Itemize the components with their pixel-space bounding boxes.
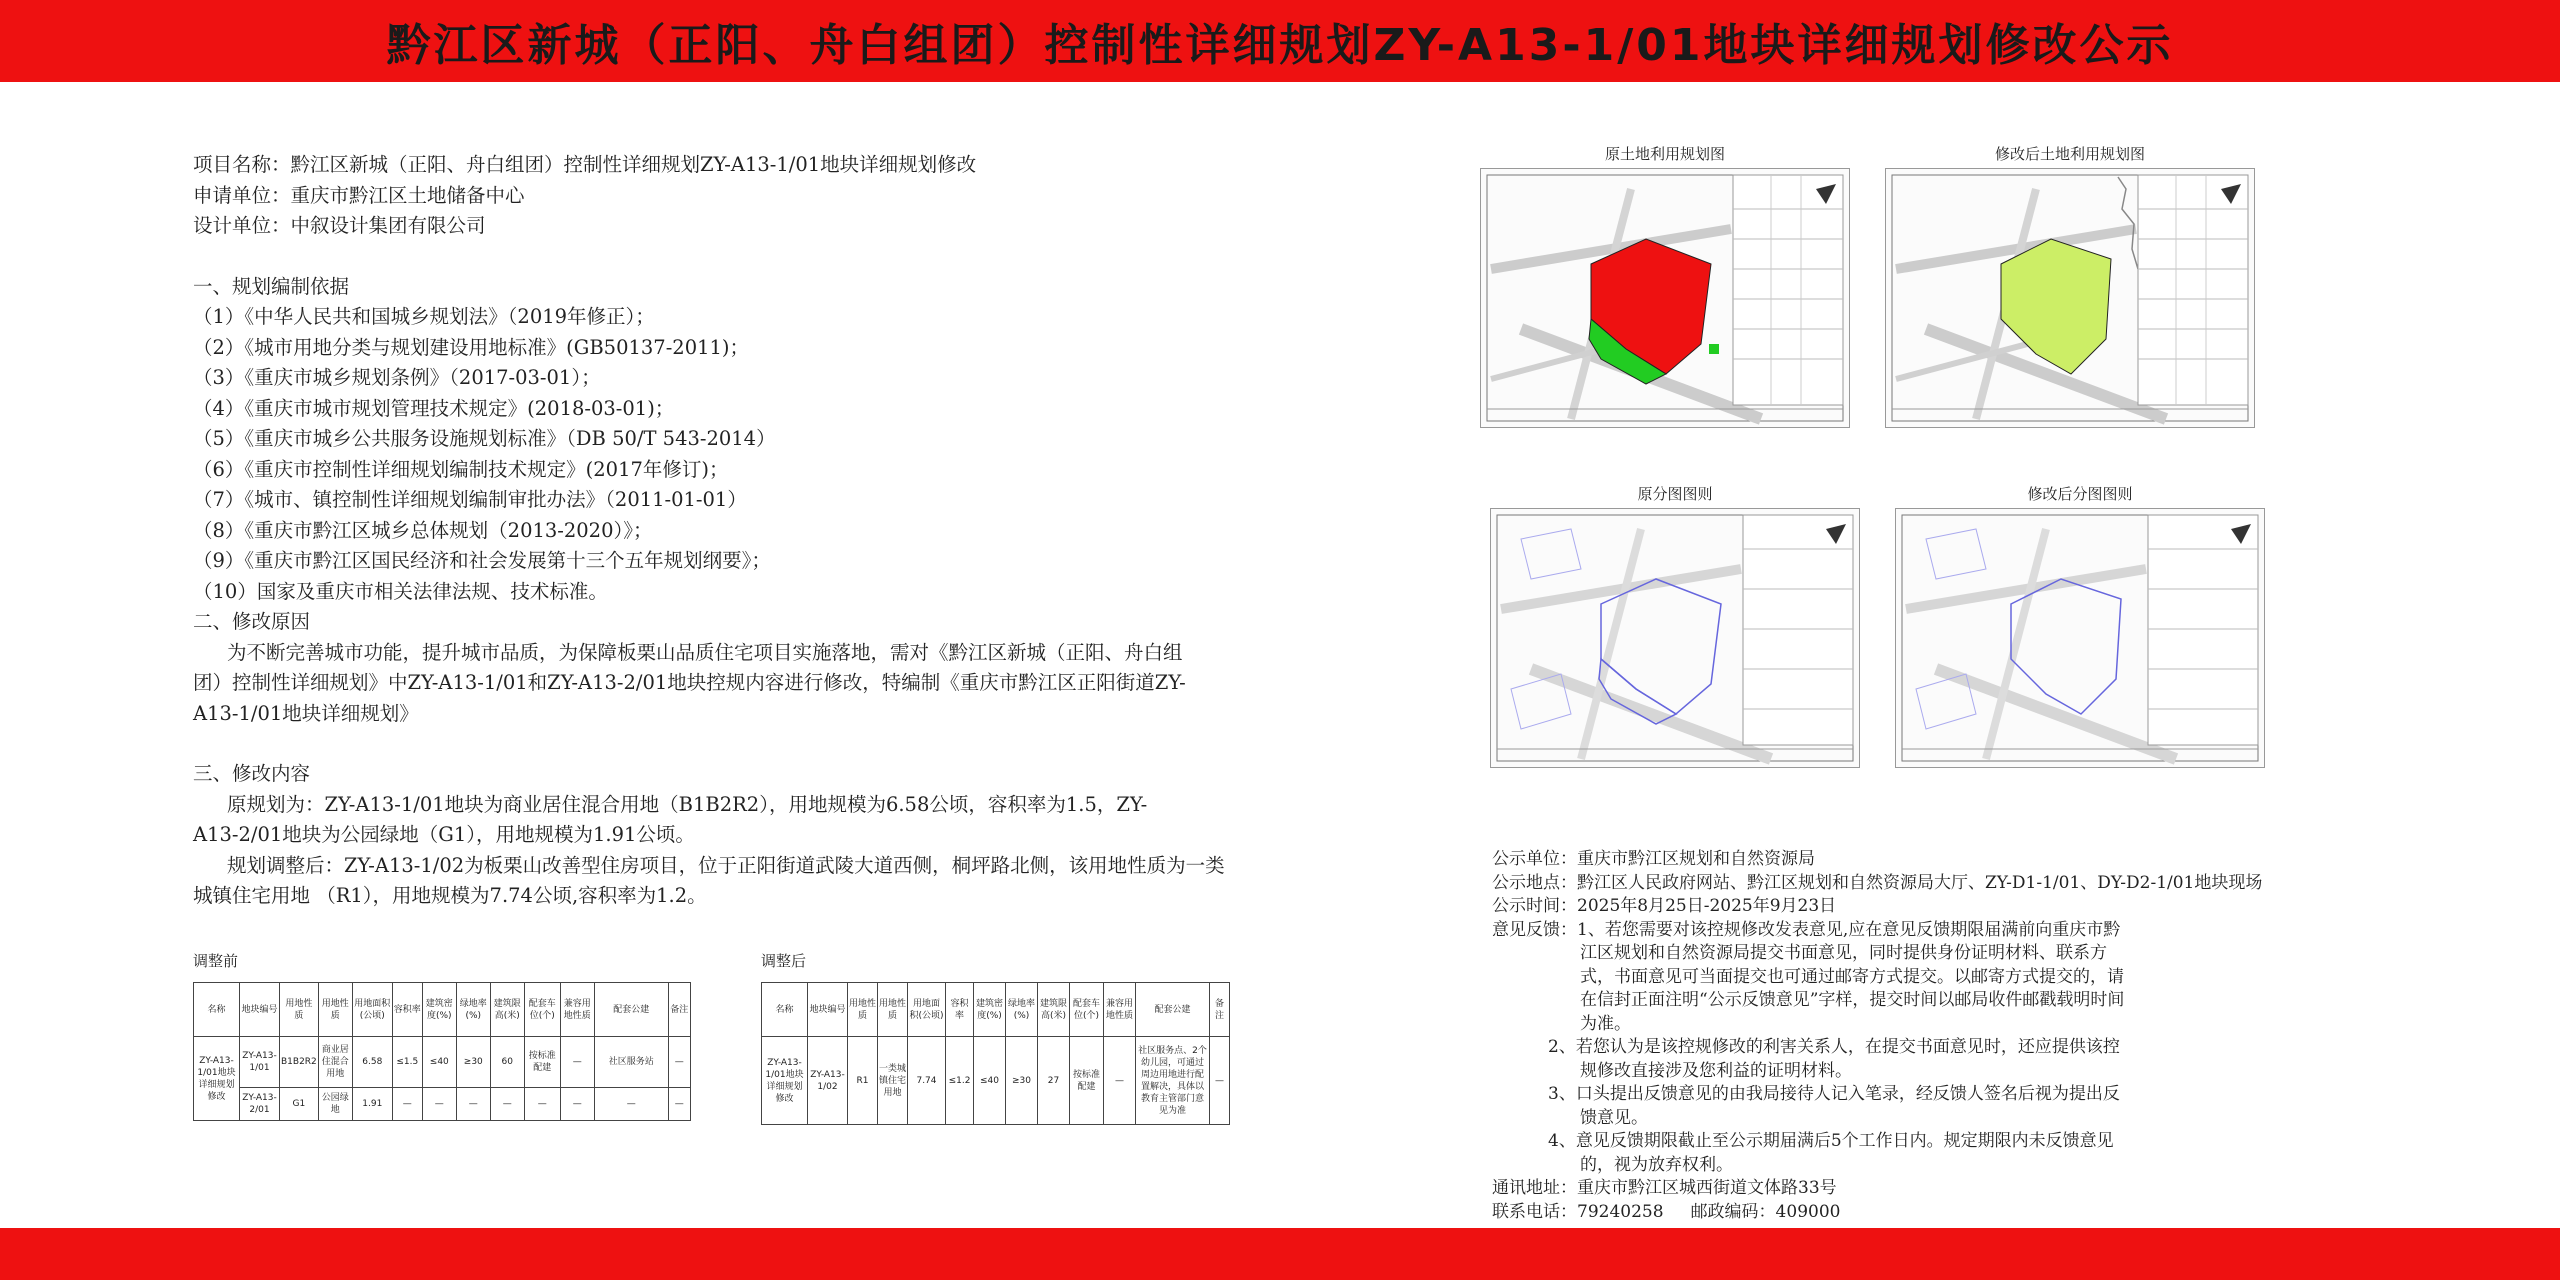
table-before (193, 982, 691, 1121)
project-applicant: 申请单位：重庆市黔江区土地储备中心 (193, 183, 525, 207)
map-frame (1895, 508, 2265, 768)
map-frame (1480, 168, 1850, 428)
notice-info (1492, 848, 2312, 1224)
notice-postcode: 邮政编码：409000 (1690, 1201, 1841, 1222)
table-header: 配套公建 (1136, 983, 1210, 1037)
table-header: 备注 (1210, 983, 1230, 1037)
reason-heading: 二、修改原因 (193, 610, 311, 633)
basis-item: （3）《重庆市城乡规划条例》（2017-03-01）； (193, 366, 601, 389)
zoning-map-graphic (1491, 509, 1859, 767)
map-title: 原分图图则 (1637, 485, 1713, 503)
feedback-first (1492, 919, 2132, 1037)
table-header: 用地性质 (280, 983, 319, 1037)
table-row: ZY-A13-1/01地块详细规划修改 ZY-A13-1/01 B1B2R2 商业居住混合用地 6.58 ≤1.5 ≤40 ≥30 60 按标准配建 — 社区服务站 — (194, 1037, 691, 1088)
notice-address: 通讯地址：重庆市黔江区城西街道文体路33号 (1492, 1178, 1837, 1198)
map-original-land-use (1480, 140, 1850, 428)
table-header: 绿地率(%) (1006, 983, 1038, 1037)
table-header: 容积率 (392, 983, 422, 1037)
map-title: 原土地利用规划图 (1604, 145, 1725, 163)
table-before-title: 调整前 (193, 952, 239, 970)
table-header: 建筑限高(米) (1038, 983, 1070, 1037)
page-title: 黔江区新城（正阳、舟白组团）控制性详细规划ZY-A13-1/01地块详细规划修改公示 (386, 20, 2174, 71)
table-header: 用地面积(公顷) (352, 983, 392, 1037)
map-panel (1480, 140, 2260, 780)
map-frame (1490, 508, 1860, 768)
map-original-zoning (1490, 480, 1860, 768)
notice-phone: 联系电话：79240258 (1492, 1201, 1664, 1222)
table-header: 地块编号 (240, 983, 280, 1037)
basis-item: （1）《中华人民共和国城乡规划法》（2019年修正）； (193, 305, 655, 328)
table-row: ZY-A13-1/01地块详细规划修改 ZY-A13-1/02 R1 一类城镇住宅用地 7.74 ≤1.2 ≤40 ≥30 27 按标准配建 — 社区服务点、2个幼儿园，可通过周边用地进行配置解决，具体以教育主管部门意见为准 — (762, 1037, 1230, 1125)
feedback-item: 1、若您需要对该控规修改发表意见,应在意见反馈期限届满前向重庆市黔江区规划和自然资源局提交书面意见，同时提供身份证明材料、联系方式，书面意见可当面提交也可通过邮寄方式提交。以邮寄方式提交的，请在信封正面注明“公示反馈意见”字样，提交时间以邮局收件邮戳载明时间为准。 (1577, 919, 2125, 1034)
map-title: 修改后分图图则 (2027, 485, 2133, 503)
notice-unit: 公示单位：重庆市黔江区规划和自然资源局 (1492, 849, 1815, 869)
table-header: 配套车位(个) (1070, 983, 1104, 1037)
content-heading: 三、修改内容 (193, 762, 311, 785)
table-header: 配套公建 (594, 983, 668, 1037)
basis-item: （7）《城市、镇控制性详细规划编制审批办法》（2011-01-01） (193, 488, 747, 511)
notice-place: 公示地点：黔江区人民政府网站、黔江区规划和自然资源局大厅、ZY-D1-1/01、DY-D2-1/01地块现场 (1492, 872, 2263, 893)
table-header: 用地面积(公顷) (908, 983, 946, 1037)
table-header: 建筑密度(%) (422, 983, 456, 1037)
basis-item: （2）《城市用地分类与规划建设用地标准》(GB50137-2011)； (193, 335, 750, 359)
land-use-map-graphic (1481, 169, 1849, 427)
table-header: 配套车位(个) (524, 983, 560, 1037)
table-header: 建筑限高(米) (490, 983, 524, 1037)
table-after-block (761, 950, 1230, 1125)
table-header: 绿地率(%) (456, 983, 490, 1037)
header-banner (0, 0, 2560, 82)
feedback-item: 4、意见反馈期限截止至公示期届满后5个工作日内。规定期限内未反馈意见的，视为放弃权利。 (1548, 1131, 2114, 1175)
feedback-label: 意见反馈： (1492, 919, 1577, 940)
basis-item: （5）《重庆市城乡公共服务设施规划标准》（DB 50/T 543-2014） (193, 427, 776, 450)
table-header: 名称 (762, 983, 808, 1037)
reason-text: 为不断完善城市功能，提升城市品质，为保障板栗山品质住宅项目实施落地，需对《黔江区新城（正阳、舟白组团）控制性详细规划》中ZY-A13-1/01和ZY-A13-2/01地块控规内容进行修改，特编制《重庆市黔江区正阳街道ZY-A13-1/01地块详细规划》 (193, 640, 1186, 725)
project-description (193, 150, 1253, 912)
table-header: 名称 (194, 983, 240, 1037)
map-revised-land-use (1885, 140, 2255, 428)
table-header: 用地性质 (848, 983, 878, 1037)
basis-item: （10）国家及重庆市相关法律法规、技术标准。 (193, 579, 608, 603)
project-designer: 设计单位：中叙设计集团有限公司 (193, 214, 486, 237)
map-frame (1885, 168, 2255, 428)
feedback-item: 3、口头提出反馈意见的由我局接待人记入笔录，经反馈人签名后视为提出反馈意见。 (1548, 1084, 2120, 1128)
table-header: 兼容用地性质 (560, 983, 594, 1037)
land-use-map-graphic (1886, 169, 2254, 427)
map-revised-zoning (1895, 480, 2265, 768)
table-header: 用地性质 (318, 983, 352, 1037)
notice-time: 公示时间：2025年8月25日-2025年9月23日 (1492, 896, 1837, 916)
feedback-item: 2、若您认为是该控规修改的利害关系人，在提交书面意见时，还应提供该控规修改直接涉及您利益的证明材料。 (1548, 1037, 2120, 1081)
basis-item: （4）《重庆市城市规划管理技术规定》(2018-03-01)； (193, 396, 675, 420)
table-header: 用地性质 (878, 983, 908, 1037)
table-row: ZY-A13-2/01 G1 公园绿地 1.91 — — — — — — — — (194, 1088, 691, 1121)
table-header: 容积率 (946, 983, 974, 1037)
table-header: 兼容用地性质 (1104, 983, 1136, 1037)
content-original: 原规划为：ZY-A13-1/01地块为商业居住混合用地（B1B2R2），用地规模为6.58公顷，容积率为1.5，ZY-A13-2/01地块为公园绿地（G1），用地规模为1.91公顷。 (193, 792, 1148, 846)
map-title: 修改后土地利用规划图 (1994, 145, 2145, 163)
table-after-title: 调整后 (761, 952, 807, 970)
zoning-map-graphic (1896, 509, 2264, 767)
project-name: 项目名称：黔江区新城（正阳、舟白组团）控制性详细规划ZY-A13-1/01地块详细规划修改 (193, 153, 977, 176)
table-before-block (193, 950, 691, 1121)
basis-heading: 一、规划编制依据 (193, 274, 350, 298)
basis-item: （6）《重庆市控制性详细规划编制技术规定》(2017年修订)； (193, 457, 729, 481)
table-after (761, 982, 1230, 1125)
table-header: 备注 (668, 983, 690, 1037)
footer-banner (0, 1228, 2560, 1280)
notice-contact (1492, 1201, 2312, 1225)
basis-item: （9）《重庆市黔江区国民经济和社会发展第十三个五年规划纲要》； (193, 549, 771, 572)
table-header: 地块编号 (808, 983, 848, 1037)
basis-item: （8）《重庆市黔江区城乡总体规划（2013-2020）》； (193, 518, 653, 542)
table-header: 建筑密度(%) (974, 983, 1006, 1037)
content-adjusted: 规划调整后：ZY-A13-1/02为板栗山改善型住房项目，位于正阳街道武陵大道西侧，桐坪路北侧，该用地性质为一类城镇住宅用地 （R1），用地规模为7.74公顷,容积率为1.2。 (193, 853, 1225, 907)
